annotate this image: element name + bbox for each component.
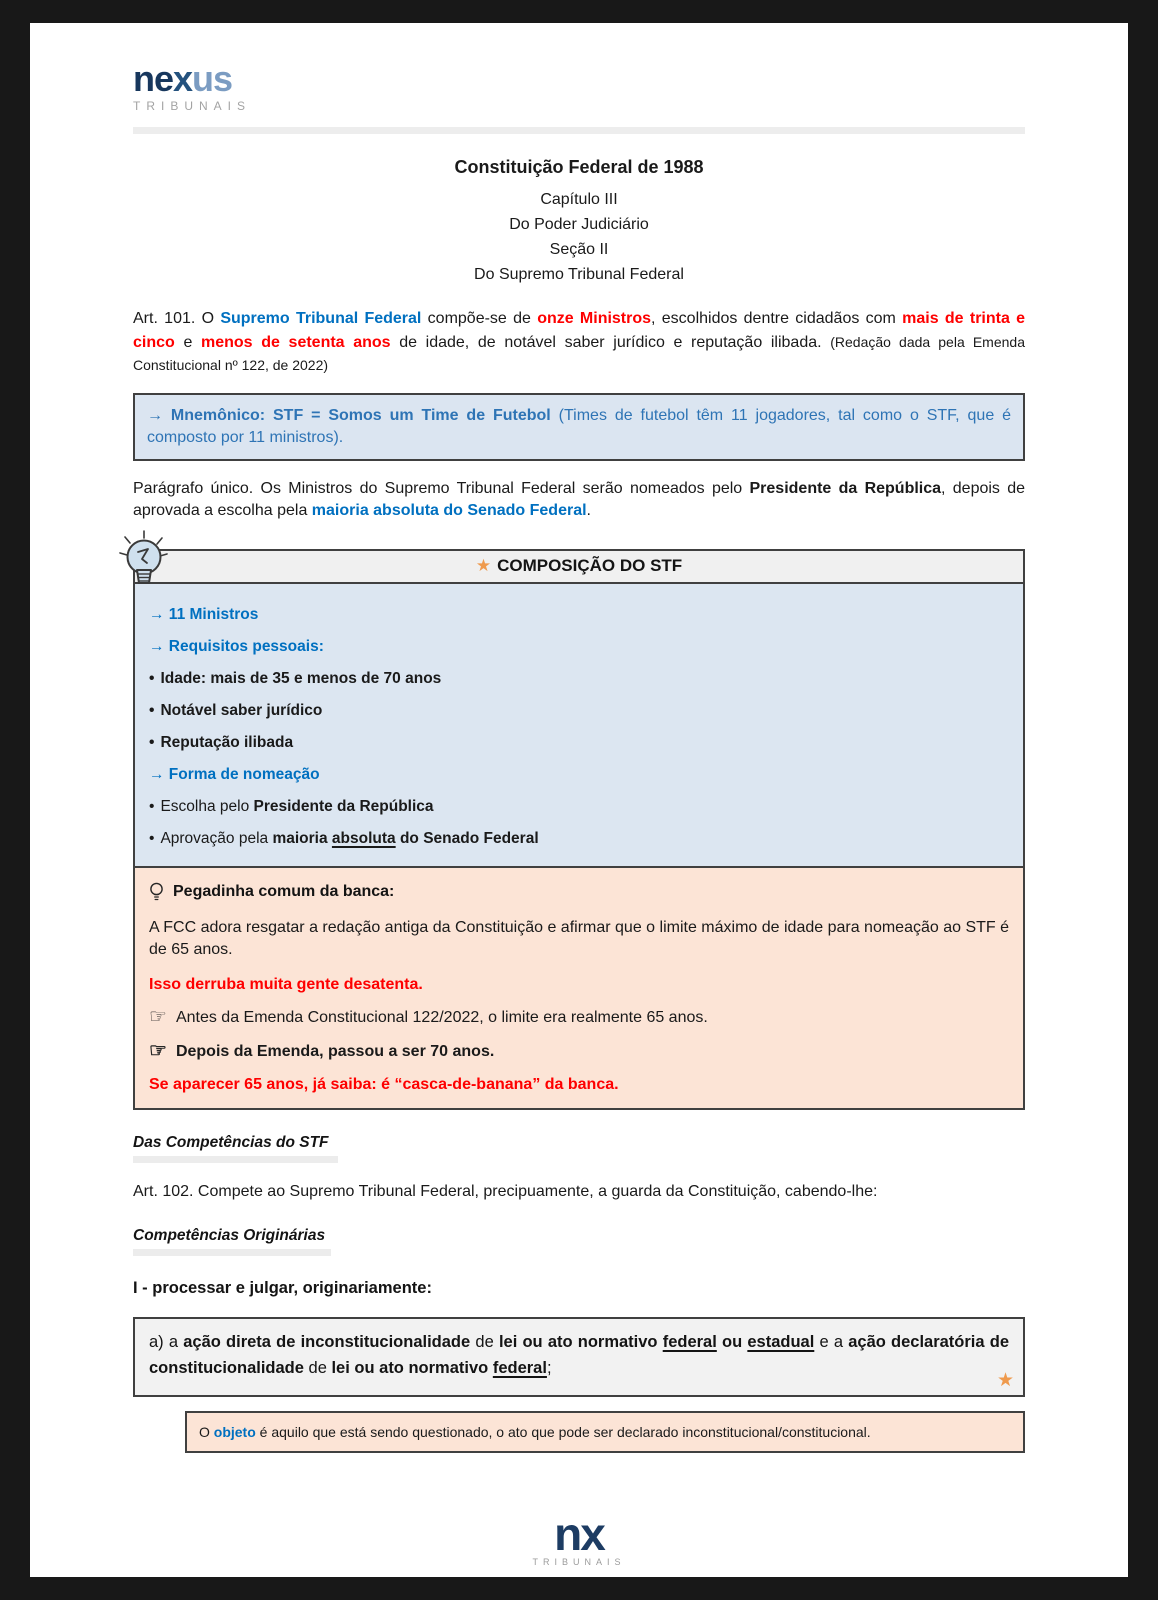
paragrafo-maioria-highlight: maioria absoluta do Senado Federal [311, 502, 587, 519]
pegadinha-hand2-text: Depois da Emenda, passou a ser 70 anos. [175, 1042, 495, 1060]
art101-text: Art. 101. O [133, 310, 221, 327]
heading-underline-bar [133, 1249, 331, 1256]
bullet-icon: • [149, 733, 155, 751]
nexus-logo-part3: us [192, 58, 233, 99]
composicao-header [133, 549, 1025, 584]
item-a-text: de [470, 1333, 499, 1351]
pegadinha-box [133, 868, 1025, 1110]
pegadinha-hand-line-1 [149, 1005, 1009, 1028]
item-a-text-bold: ou [716, 1333, 748, 1351]
nx-logo-subtitle: TRIBUNAIS [532, 1557, 626, 1567]
item-a-text: de [303, 1359, 332, 1377]
pegadinha-heading-text: Pegadinha comum da banca: [173, 883, 395, 900]
subtitle-secao: Seção II [549, 241, 609, 258]
mnemonic-bold-text: → Mnemônico: STF = Somos um Time de Futebol [147, 406, 551, 424]
small-lightbulb-icon [149, 882, 164, 903]
section-heading-competencias-stf [133, 1134, 1025, 1163]
list-item-notavel-saber [149, 702, 1009, 720]
paragrafo-unico [133, 478, 1025, 523]
mnemonic-box [133, 393, 1025, 461]
list-item-aprovacao-b1: maioria [272, 829, 332, 847]
item-a-adi-highlight: ação direta de inconstitucionalidade [183, 1333, 471, 1351]
pegadinha-red-line-2: Se aparecer 65 anos, já saiba: é “casca-de-banana” da banca. [149, 1075, 619, 1093]
pegadinha-hand1-text: Antes da Emenda Constitucional 122/2022, o limite era realmente 65 anos. [175, 1008, 708, 1026]
list-item-escolha-bold: Presidente da República [253, 797, 434, 815]
art101-text: de idade, de notável saber jurídico e reputação ilibada. [390, 333, 831, 351]
bullet-icon: • [149, 701, 155, 719]
art101-text: , escolhidos dentre cidadãos com [651, 310, 903, 327]
list-item-11-ministros: → 11 Ministros [149, 605, 259, 623]
list-item-escolha-pre: Escolha pelo [160, 797, 254, 815]
item-a-text: e a [814, 1333, 849, 1351]
paragrafo-presidente-highlight: Presidente da República [749, 479, 942, 497]
nexus-logo-part1: ne [133, 58, 174, 99]
list-item-reputacao-text: Reputação ilibada [160, 733, 294, 751]
section-heading-text: Competências Originárias [133, 1227, 326, 1244]
header-divider [133, 127, 1025, 134]
composicao-list-box [133, 584, 1025, 868]
pegadinha-hand-line-2 [149, 1039, 1009, 1062]
art101-idade-min-highlight: mais de trinta e cinco [133, 310, 1026, 351]
pegadinha-red-line-1: Isso derruba muita gente desatenta. [149, 975, 423, 993]
list-item-aprovacao-underline: absoluta [331, 829, 396, 847]
document-title: Constituição Federal de 1988 [454, 157, 704, 177]
list-item-idade-text: Idade: mais de 35 e menos de 70 anos [160, 669, 442, 687]
list-item-requisitos: → Requisitos pessoais: [149, 637, 324, 655]
nexus-logo [133, 58, 1025, 113]
list-item-reputacao [149, 734, 1009, 752]
item-a-federal2-underline: federal [492, 1359, 547, 1377]
art101-stf-highlight: Supremo Tribunal Federal [220, 310, 422, 327]
nexus-logo-wordmark [133, 58, 1025, 99]
document-subtitles [133, 187, 1025, 287]
star-icon: ★ [996, 1370, 1014, 1391]
nota-objeto-box [185, 1411, 1025, 1453]
composicao-header-title: COMPOSIÇÃO DO STF [497, 555, 683, 575]
art-102-paragraph: Art. 102. Compete ao Supremo Tribunal Federal, precipuamente, a guarda da Constituição, cabendo-lhe: [133, 1182, 878, 1200]
list-item-notavel-text: Notável saber jurídico [160, 701, 323, 719]
paragrafo-text: , depois de aprovada a escolha pela [133, 479, 1026, 519]
paragrafo-text: . [586, 502, 591, 519]
item-a-text: ; [546, 1359, 552, 1377]
item-a-text-bold: lei ou ato normativo [498, 1333, 663, 1351]
nx-footer-logo [133, 1508, 1025, 1567]
lightbulb-icon [117, 529, 171, 595]
section-heading-text: Das Competências do STF [133, 1133, 329, 1151]
item-a-federal-underline: federal [662, 1333, 717, 1351]
bullet-icon: • [149, 669, 155, 687]
mnemonic-normal-text: (Times de futebol têm 11 jogadores, tal como o STF, que é composto por 11 ministros). [147, 406, 1012, 446]
pointing-hand-icon: ☞ [149, 1039, 167, 1062]
nota-objeto-highlight: objeto [213, 1424, 256, 1440]
bullet-icon: • [149, 797, 155, 815]
list-item-idade [149, 670, 1009, 688]
list-item-aprovacao-b2: do Senado Federal [395, 829, 539, 847]
art101-text: e [174, 333, 201, 351]
item-a-estadual-underline: estadual [747, 1333, 815, 1351]
composicao-stf-section [133, 549, 1025, 1110]
nx-logo-wordmark: nx [554, 1508, 604, 1560]
subtitle-capitulo: Capítulo III [540, 191, 618, 208]
document-sheet [30, 23, 1128, 1577]
nexus-logo-part2: x [173, 58, 193, 99]
subtitle-supremo-tribunal: Do Supremo Tribunal Federal [474, 266, 684, 283]
pegadinha-paragraph: A FCC adora resgatar a redação antiga da Constituição e afirmar que o limite máximo de idade para nomeação ao STF é de 65 anos. [149, 918, 1010, 958]
art101-onze-ministros-highlight: onze Ministros [537, 310, 652, 327]
subtitle-poder-judiciario: Do Poder Judiciário [509, 216, 649, 233]
nota-text: O [199, 1424, 214, 1440]
art101-redacao-citation: (Redação dada pela Emenda Constitucional nº 122, de 2022) [133, 333, 1025, 373]
item-a-adc-highlight: ação declaratória de constitucionalidade [149, 1333, 1010, 1377]
heading-underline-bar [133, 1156, 338, 1163]
paragrafo-text: Parágrafo único. Os Ministros do Supremo Tribunal Federal serão nomeados pelo [133, 479, 750, 497]
inciso-i-heading: I - processar e julgar, originariamente: [133, 1279, 432, 1297]
art101-idade-max-highlight: menos de setenta anos [201, 333, 391, 351]
list-item-forma-nomeacao: → Forma de nomeação [149, 765, 320, 783]
list-item-escolha [149, 798, 1009, 816]
star-icon: ★ [475, 555, 492, 575]
item-a-text-bold: lei ou ato normativo [331, 1359, 493, 1377]
section-heading-competencias-originarias [133, 1227, 1025, 1256]
item-a-box [133, 1317, 1025, 1397]
pointing-hand-icon: ☞ [149, 1005, 167, 1028]
pegadinha-heading [149, 882, 1009, 903]
nota-text: é aquilo que está sendo questionado, o ato que pode ser declarado inconstitucional/constitucional. [255, 1424, 871, 1440]
art-101-paragraph [133, 308, 1025, 378]
bullet-icon: • [149, 829, 155, 847]
item-a-text: a) a [149, 1333, 184, 1351]
art101-text: compõe-se de [421, 310, 538, 327]
list-item-aprovacao-pre: Aprovação pela [160, 829, 273, 847]
list-item-aprovacao [149, 830, 1009, 848]
nexus-logo-subtitle: TRIBUNAIS [133, 99, 252, 113]
